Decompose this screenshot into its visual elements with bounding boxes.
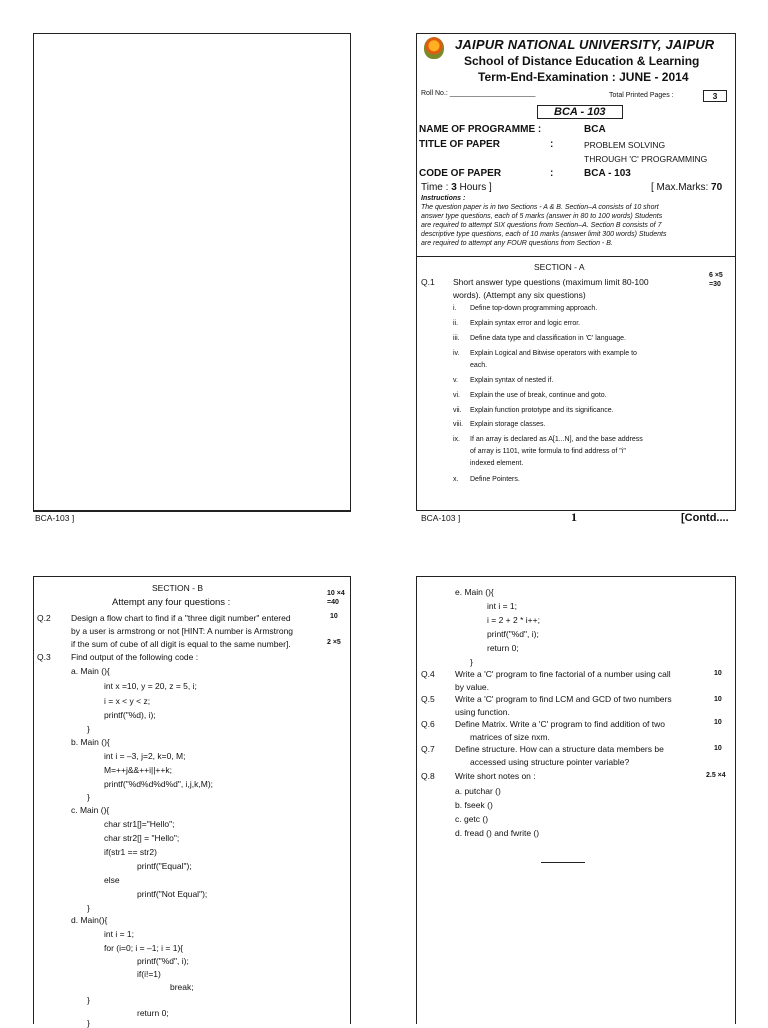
instructions-line-5: are required to attempt any FOUR questions from Section - B. — [421, 240, 613, 247]
note-item: a. putchar () — [455, 786, 501, 796]
q7-text-1: Define structure. How can a structure data members be — [455, 744, 664, 754]
code-line: } — [87, 792, 90, 802]
programme-label: NAME OF PROGRAMME : — [419, 124, 542, 135]
code-label: CODE OF PAPER — [419, 168, 502, 179]
instructions-line-1: The question paper is in two Sections - A & B. Section–A consists of 10 short — [421, 204, 659, 211]
code-line: M=++j&&++i||++k; — [104, 765, 172, 775]
code-line: } — [87, 1018, 90, 1028]
code-line: int i = 1; — [104, 929, 135, 939]
section-b-marks-2: =40 — [327, 599, 339, 606]
code-line: printf("%d", i); — [487, 629, 539, 639]
item-number: i. — [453, 305, 457, 312]
exam-title: Term-End-Examination : JUNE - 2014 — [478, 70, 689, 84]
note-item: b. fseek () — [455, 800, 493, 810]
item-text: Explain the use of break, continue and goto. — [470, 392, 607, 399]
q2-marks: 10 — [330, 613, 338, 620]
code-line: char str1[]="Hello"; — [104, 819, 175, 829]
time-line: Time : 3 Hours ] — [421, 182, 492, 193]
item-number: iv. — [453, 350, 460, 357]
code-line: return 0; — [137, 1008, 169, 1018]
instructions-label: Instructions : — [421, 195, 466, 202]
q8-text: Write short notes on : — [455, 771, 536, 781]
roll-no: Roll No.: ______________________ — [421, 90, 536, 97]
q4-text-2: by value. — [455, 682, 490, 692]
code-line: if(str1 == str2) — [104, 847, 157, 857]
q2-text-1: Design a flow chart to find if a "three digit number" entered — [71, 613, 291, 623]
page-1 — [33, 33, 351, 511]
title-value-1: PROBLEM SOLVING — [584, 140, 666, 150]
code-line: } — [470, 657, 473, 667]
code-line: return 0; — [487, 643, 519, 653]
item-text: Explain function prototype and its significance. — [470, 407, 614, 414]
section-b-heading: SECTION - B — [152, 583, 204, 593]
q7-number: Q.7 — [421, 744, 435, 754]
page-2-page-number: 1 — [571, 510, 577, 524]
university-name: JAIPUR NATIONAL UNIVERSITY, JAIPUR — [455, 37, 715, 52]
q7-text-2: accessed using structure pointer variable? — [470, 757, 630, 767]
q1-text-2: words). (Attempt any six questions) — [453, 290, 586, 300]
q1-number: Q.1 — [421, 277, 435, 287]
q3-number: Q.3 — [37, 652, 51, 662]
page-1-footer-rule — [33, 511, 351, 512]
code-line: printf("Equal"); — [137, 861, 192, 871]
item-number: vi. — [453, 392, 460, 399]
code-line: int i = 1; — [487, 601, 518, 611]
code-line: } — [87, 995, 90, 1005]
section-b-marks-1: 10 ×4 — [327, 590, 345, 597]
total-pages-label: Total Printed Pages : — [609, 92, 674, 99]
page-2-footer-left: BCA-103 ] — [421, 513, 461, 523]
max-marks: [ Max.Marks: 70 — [651, 182, 723, 193]
code-line: printf("%d%d%d%d", i,j,k,M); — [104, 779, 214, 789]
note-item: d. fread () and fwrite () — [455, 828, 540, 838]
note-item: c. getc () — [455, 814, 489, 824]
code-line: else — [104, 875, 120, 885]
item-text: Explain storage classes. — [470, 421, 546, 428]
code-line: printf("Not Equal"); — [137, 889, 208, 899]
q5-text-1: Write a 'C' program to find LCM and GCD of two numbers — [455, 694, 672, 704]
q4-marks: 10 — [714, 670, 722, 677]
code-line: int i = –3, j=2, k=0, M; — [104, 751, 186, 761]
item-text-cont: each. — [470, 362, 488, 369]
q4-number: Q.4 — [421, 669, 435, 679]
item-text: Explain syntax error and logic error. — [470, 320, 581, 327]
q5-number: Q.5 — [421, 694, 435, 704]
total-pages-value: 3 — [703, 90, 727, 102]
item-text: Explain Logical and Bitwise operators with example to — [470, 350, 637, 357]
q4-text-1: Write a 'C' program to fine factorial of a number using call — [455, 669, 671, 679]
q6-number: Q.6 — [421, 719, 435, 729]
code-line: break; — [170, 982, 194, 992]
code-line: d. Main(){ — [71, 915, 108, 925]
code-line: a. Main (){ — [71, 666, 110, 676]
title-label: TITLE OF PAPER — [419, 139, 500, 150]
item-number: viii. — [453, 421, 464, 428]
q2-text-2: by a user is armstrong or not [HINT: A number is Armstrong — [71, 626, 294, 636]
item-number: x. — [453, 476, 459, 483]
page-2-contd: [Contd.... — [681, 512, 729, 524]
q8-marks: 2.5 ×4 — [706, 772, 726, 779]
q3-marks: 2 ×5 — [327, 639, 341, 646]
item-text-cont: of array is 1101, write formula to find address of "i" — [470, 448, 626, 455]
paper-code-box: BCA - 103 — [537, 105, 623, 119]
q3-text: Find output of the following code : — [71, 652, 199, 662]
q6-marks: 10 — [714, 719, 722, 726]
title-colon: : — [550, 139, 554, 150]
item-text-cont: indexed element. — [470, 460, 524, 467]
section-a-heading: SECTION - A — [534, 262, 585, 272]
item-number: v. — [453, 377, 458, 384]
instructions-line-4: descriptive type questions, each of 10 marks (answer limit 300 words) Students — [421, 231, 667, 238]
q6-text-1: Define Matrix. Write a 'C' program to find addition of two — [455, 719, 666, 729]
item-text: Define top-down programming approach. — [470, 305, 598, 312]
university-logo — [424, 37, 444, 59]
code-line: } — [87, 724, 90, 734]
code-line: } — [87, 903, 90, 913]
item-text: Define data type and classification in 'C' language. — [470, 335, 626, 342]
end-rule — [541, 862, 585, 863]
q8-number: Q.8 — [421, 771, 435, 781]
section-a-rule — [416, 256, 736, 257]
q2-number: Q.2 — [37, 613, 51, 623]
code-line: if(i!=1) — [137, 969, 161, 979]
code-line: i = x < y < z; — [104, 696, 151, 706]
q6-text-2: matrices of size nxm. — [470, 732, 550, 742]
q1-marks-2: =30 — [709, 281, 721, 288]
instructions-line-2: answer type questions, each of 5 marks (answer in 80 to 100 words) Students — [421, 213, 663, 220]
q5-text-2: using function. — [455, 707, 510, 717]
code-value: BCA - 103 — [584, 168, 631, 179]
programme-value: BCA — [584, 124, 606, 135]
item-text: If an array is declared as A[1...N], and the base address — [470, 436, 643, 443]
code-line: printf("%d), i); — [104, 710, 156, 720]
code-line: i = 2 + 2 * i++; — [487, 615, 540, 625]
q7-marks: 10 — [714, 745, 722, 752]
item-number: ix. — [453, 436, 460, 443]
code-colon: : — [550, 168, 554, 179]
code-line: int x =10, y = 20, z = 5, i; — [104, 681, 197, 691]
code-line: b. Main (){ — [71, 737, 110, 747]
instructions-line-3: are required to attempt SIX questions from Section–A. Section B consists of 7 — [421, 222, 662, 229]
code-line: printf("%d", i); — [137, 956, 189, 966]
title-value-2: THROUGH 'C' PROGRAMMING — [584, 154, 708, 164]
code-line: e. Main (){ — [455, 587, 494, 597]
section-b-attempt: Attempt any four questions : — [112, 597, 231, 608]
item-number: vii. — [453, 407, 462, 414]
item-text: Define Pointers. — [470, 476, 520, 483]
q1-marks-1: 6 ×5 — [709, 272, 723, 279]
code-line: for (i=0; i = –1; i = 1){ — [104, 943, 184, 953]
q5-marks: 10 — [714, 696, 722, 703]
item-text: Explain syntax of nested if. — [470, 377, 554, 384]
q1-text-1: Short answer type questions (maximum limit 80-100 — [453, 277, 649, 287]
code-line: c. Main (){ — [71, 805, 110, 815]
item-number: iii. — [453, 335, 460, 342]
code-line: char str2[] = "Hello"; — [104, 833, 180, 843]
q2-text-3: if the sum of cube of all digit is equal to the same number]. — [71, 639, 291, 649]
school-name: School of Distance Education & Learning — [464, 54, 700, 68]
page-1-footer: BCA-103 ] — [35, 513, 75, 523]
item-number: ii. — [453, 320, 459, 327]
